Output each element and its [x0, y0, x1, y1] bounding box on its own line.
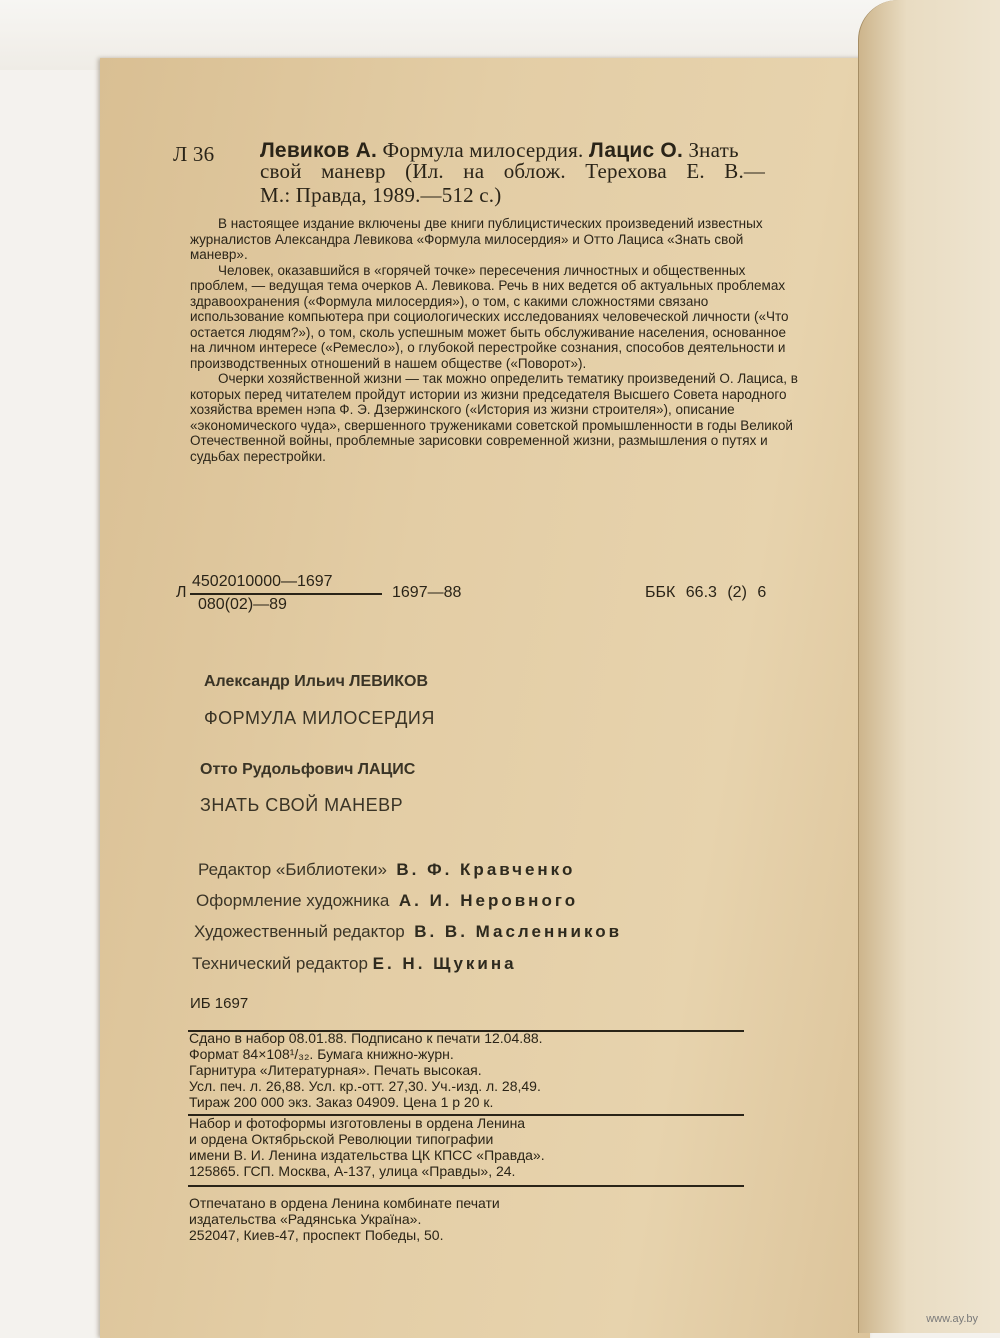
classification-numerator: 4502010000—1697: [192, 573, 333, 590]
staff-line-art-editor: [194, 922, 622, 942]
staff-role: Художественный редактор: [194, 922, 405, 941]
author-2: Отто Рудольфович ЛАЦИС: [200, 761, 416, 778]
imprint-line: Отпечатано в ордена Ленина комбинате печати: [189, 1195, 500, 1211]
citation-title-1: Формула милосердия.: [382, 138, 584, 162]
staff-role: Технический редактор: [192, 954, 368, 973]
imprint-line: Усл. печ. л. 26,88. Усл. кр.-отт. 27,30. Уч.-изд. л. 28,49.: [189, 1078, 541, 1094]
staff-line-designer: [196, 891, 578, 911]
imprint-line: издательства «Радянська Україна».: [189, 1211, 422, 1227]
citation-author-2: Лацис О.: [588, 139, 683, 162]
citation-author-1: Левиков А.: [260, 139, 378, 162]
staff-role: Оформление художника: [196, 891, 390, 910]
staff-name: А. И. Неровного: [398, 891, 579, 910]
imprint-line: Формат 84×108¹/₃₂. Бумага книжно-журн.: [189, 1046, 454, 1062]
imprint-line: имени В. И. Ленина издательства ЦК КПСС «Правда».: [189, 1147, 545, 1163]
abstract-paragraph-3: Очерки хозяйственной жизни — так можно определить тематику произведений О. Лациса, в которых перед читателем пройдут истории из жизни председателя Высшего Совета народного хозяйства времен нэпа Ф. Э. Дзержинского («История из жизни строителя»), описание «экономического чуда», свершенного тружениками советской промышленности в годы Великой Отечественной войны, проблемные зарисовки современной жизни, размышления о путях и судьбах перестройки.: [190, 371, 798, 464]
staff-name: Е. Н. Щукина: [372, 954, 517, 973]
abstract-paragraph-2: Человек, оказавшийся в «горячей точке» пересечения личностных и общественных проблем, — ведущая тема очерков А. Левикова. Речь в них ведется об актуальных проблемах здравоохранения («Формула милосердия»), о том, с какими сложностями связано использование компьютера при социологических исследованиях человеческой личности («Что остается людям?»), о том, сколь успешным может быть обслуживание населения, основанное на личном интересе («Ремесло»), о глубокой перестройке сознания, способов деятельности и производственных отношений в нашем обществе («Поворот»).: [190, 262, 789, 371]
book-title-2: ЗНАТЬ СВОЙ МАНЕВР: [200, 795, 404, 815]
classification-denominator: 080(02)—89: [198, 596, 287, 613]
staff-role: Редактор «Библиотеки»: [198, 860, 387, 879]
facing-page-edge: [858, 0, 1000, 1333]
citation-line-2: свой маневр (Ил. на облож. Терехова Е. В.—: [260, 159, 766, 183]
abstract: [190, 216, 802, 464]
imprint-line: Набор и фотоформы изготовлены в ордена Ленина: [189, 1115, 526, 1131]
abstract-paragraph-1: В настоящее издание включены две книги публицистических произведений известных журналистов Александра Левикова «Формула милосердия» и Отто Лациса «Знать свой маневр».: [190, 216, 763, 262]
staff-line-editor: [198, 860, 575, 880]
imprint-line: Гарнитура «Литературная». Печать высокая.: [189, 1062, 482, 1078]
book-title-1: ФОРМУЛА МИЛОСЕРДИЯ: [204, 708, 435, 728]
catalog-code: Л 36: [173, 142, 215, 166]
staff-name: В. Ф. Кравченко: [396, 860, 576, 879]
fraction-line: [190, 593, 382, 595]
imprint-line: 125865. ГСП. Москва, А-137, улица «Правды», 24.: [189, 1163, 516, 1179]
imprint-line: Сдано в набор 08.01.88. Подписано к печати 12.04.88.: [189, 1030, 543, 1046]
citation-line-3: М.: Правда, 1989.—512 с.): [260, 183, 502, 207]
classification-suffix: 1697—88: [392, 584, 462, 601]
imprint-line: 252047, Киев-47, проспект Победы, 50.: [189, 1227, 444, 1243]
author-1: Александр Ильич ЛЕВИКОВ: [204, 673, 429, 690]
imprint-rule-3: [188, 1185, 744, 1187]
imprint-line: Тираж 200 000 экз. Заказ 04909. Цена 1 р 20 к.: [189, 1094, 494, 1110]
bbk-index: ББК 66.3 (2) 6: [645, 584, 767, 601]
watermark: www.ay.by: [926, 1313, 978, 1325]
classification-prefix: Л: [176, 584, 187, 601]
citation-title-2-start: Знать: [688, 138, 739, 162]
ib-number: ИБ 1697: [190, 995, 249, 1012]
staff-name: В. В. Масленников: [414, 922, 623, 941]
staff-line-tech-editor: [192, 954, 517, 974]
imprint-line: и ордена Октябрьской Революции типографии: [189, 1131, 494, 1147]
